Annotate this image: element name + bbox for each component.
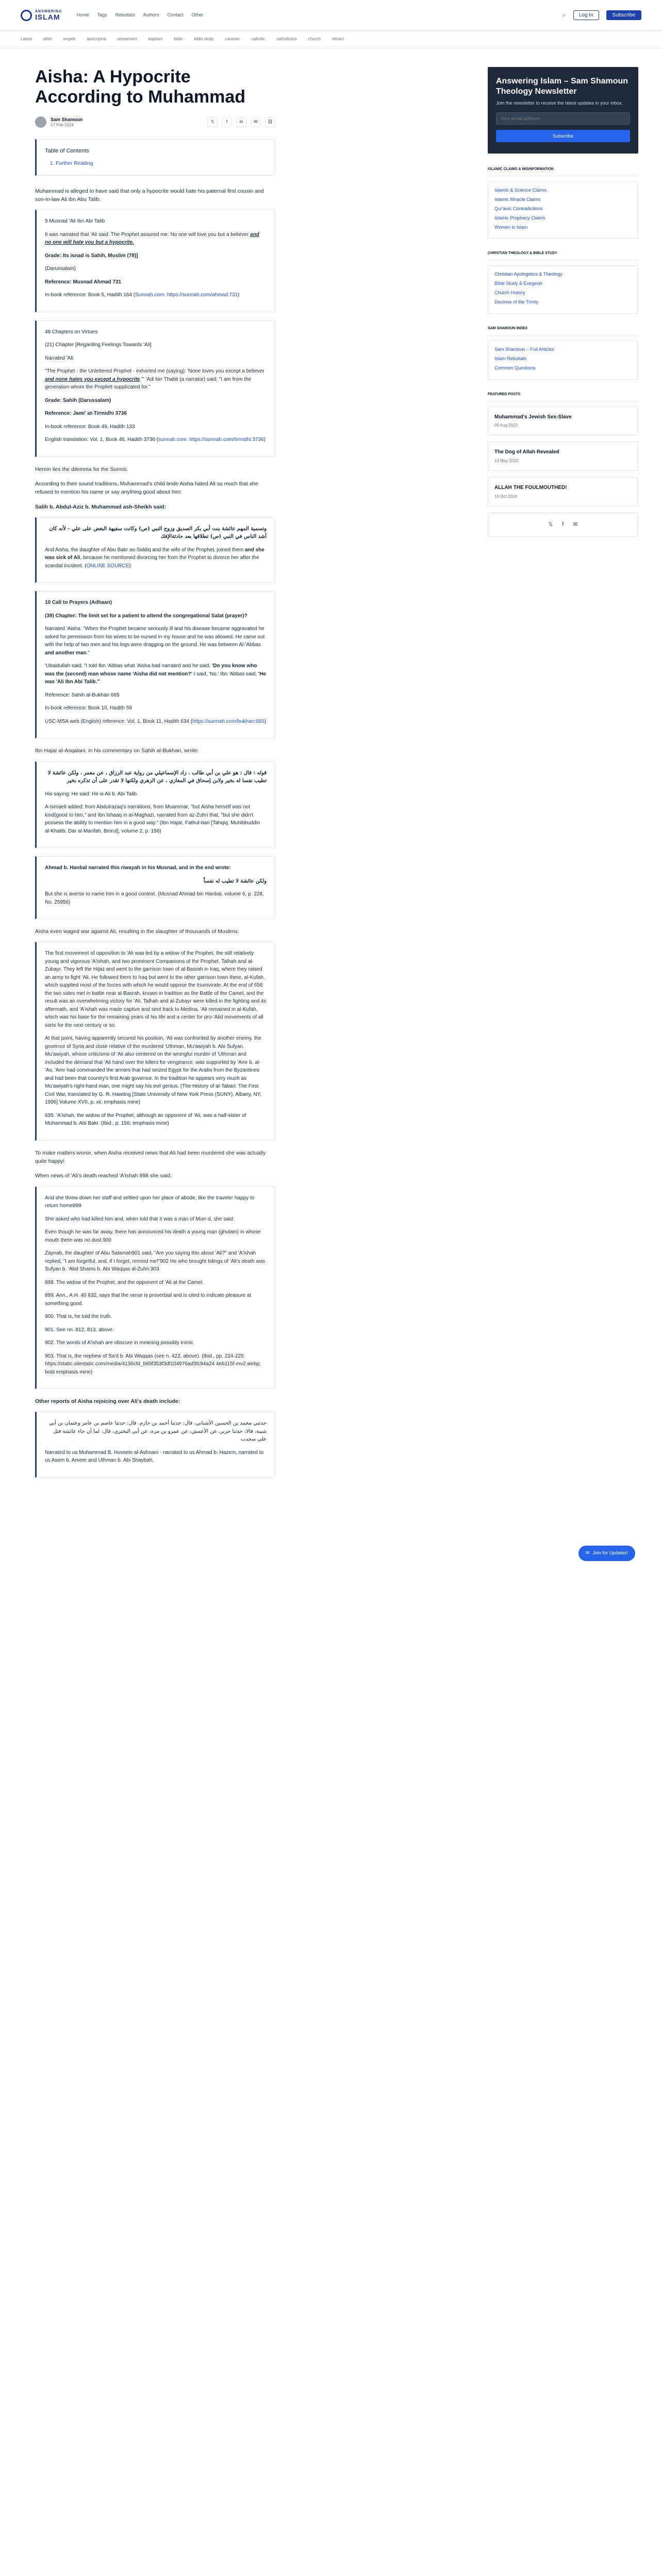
quote-text: ." [86,650,90,656]
quote-text: 'Ubaidullah said, "I told Ibn 'Abbas what 'Aisha had narrated and he said, [45,663,212,669]
quote-block [35,1412,275,1478]
sidebar-link[interactable]: Sam Shamoun – Full Articles [494,346,554,352]
quote-text: ) [264,718,266,724]
quote-line: Zaynab, the daughter of Abu Salamah901 said, "Are you saying this about 'Ali?" and 'A'ishah replied, "I am forgetful, and, if I forget, remind me!"902 He who brought tidings of 'Ali's death was Sufyan b. 'Abd Shams b. Abi Waqqas al-Zuhri.903 [45,1250,266,1273]
sidebar-link[interactable]: Doctrine of the Trinity [494,299,539,305]
quote-text: I said, 'No.' Ibn 'Abbas said, [192,671,258,677]
quote-block [35,942,275,1141]
quote-text: It was narrated that 'Ali said: The Prophet assured me: No one will love you but a believer [45,231,251,238]
paragraph: Muhammad is alleged to have said that only a hypocrite would hate his paternal first cousin and son-in-law Ali ibn Abu Talib: [35,188,264,202]
category-link[interactable]: church [308,37,321,42]
quote-line: She asked who had killed him and, when told that it was a man of Murr-d, she said: [45,1216,235,1222]
post-title[interactable]: The Dog of Allah Revealed [494,449,559,455]
logo-icon [21,10,32,21]
quote-grade: Grade: Sahih (Darussalam) [45,397,111,403]
article-title: Aisha: A Hypocrite According to Muhammad [35,67,246,107]
sidebar-link[interactable]: Qur'anic Contradictions [494,206,543,211]
site-logo[interactable] [21,10,62,21]
sidebar-link[interactable]: Bible Study & Exegesis [494,281,543,286]
quote-block [35,856,275,919]
featured-post[interactable] [488,477,638,506]
post-title[interactable]: ALLAH THE FOULMOUTHED! [494,485,567,491]
logo-top-text: ANSWERING [35,10,62,13]
nav-other[interactable]: Other [191,12,204,18]
quote-line: But she is averse to name him in a good context. (Musnad Ahmad bin Hanbal, volume 6, p. 228, No. 25956) [45,891,264,905]
source-link[interactable]: ONLINE SOURCE [86,563,129,569]
facebook-icon[interactable]: f [562,521,564,528]
nav-tags[interactable]: Tags [97,12,107,18]
section-title: ISLAMIC CLAIMS & MISINFORMATION [488,167,638,176]
author-row [35,116,275,128]
quote-emphasis: and none hates you except a hypocrite [45,376,140,382]
post-date: 13 May 2023 [494,458,519,463]
quote-line: 10 Call to Prayers (Adhaan) [45,600,112,606]
paragraph: Salih b. Abdul-Aziz b. Muhammad ash-Sheikh said: [35,503,166,510]
footnote: 901. See nn. 812, 813, above. [45,1327,114,1333]
facebook-share-icon[interactable]: f [222,117,232,127]
quote-line: 5 Musnad 'Ali Ibn Abi Talib [45,218,105,225]
quote-block [35,1187,275,1389]
quote-text: ) [129,563,131,569]
main-nav [77,12,204,19]
publish-date: 17 Feb 2024 [51,122,74,127]
quote-emphasis: and another man [45,650,87,656]
mail-icon: ✉ [586,1550,590,1555]
quote-line: In-book reference: Book 10, Hadith 59 [45,705,132,711]
quote-line: 635. 'A'ishah, the widow of the Prophet, although an opponent of 'Ali, was a half-sister of Muhammad b. Abi Bakr. (Ibid., p. 156; emphasis mine) [45,1112,246,1127]
quote-text: ) [238,292,240,298]
quote-text: " [98,679,101,685]
post-title[interactable]: Muhammad's Jewish Sex-Slave [494,414,572,420]
sidebar-link[interactable]: Islamic & Science Claims [494,187,547,193]
footnote: 899. Ann., A.H. 40 §32, says that the verse is proverbial and is cited to indicate pleasure at something good. [45,1293,252,1307]
newsletter-box [488,67,638,154]
quote-line: His saying: He said: He is Ali b. Abi Talib. [45,791,139,797]
paragraph: Herein lies the dilemma for the Sunnis. [35,466,128,472]
quote-line: Narrated 'Ali: [45,355,75,361]
nav-home[interactable]: Home [76,12,89,18]
section-title: CHRISTIAN THEOLOGY & BIBLE STUDY [488,251,638,260]
quote-grade: Grade: Its isnad is Sahih, Muslim (78)] [45,252,138,259]
x-share-icon[interactable]: 𝕏 [207,117,218,127]
sidebar-link[interactable]: Islam Rebuttals [494,355,527,361]
category-link[interactable]: apocrypha [87,37,106,42]
sidebar-link[interactable]: Church History [494,290,525,296]
category-link[interactable]: baptism [148,37,163,42]
featured-post[interactable] [488,406,638,436]
footnote: 900. That is, he told the truth. [45,1314,112,1320]
source-link[interactable]: sunnah.com: https://sunnah.com/tirmidhi:3736 [158,437,264,443]
table-of-contents [35,139,275,176]
category-link[interactable]: bible [174,37,183,42]
quote-emphasis: and she was sick of Ali [45,547,264,561]
quote-block [35,517,275,583]
source-link[interactable]: https://sunnah.com/bukhari:665 [192,718,264,724]
subscribe-button[interactable]: Subscribe [606,10,641,20]
join-updates-button[interactable] [578,1546,635,1561]
quote-line: In-book reference: Book 49, Hadith 133 [45,423,135,430]
logo-bottom-text: ISLAM [35,13,60,21]
quote-line: A-Ismaeli added: from Abdulrazaq's narrations, from Muammar, "but Aisha herself was not kind(good to him," and Ibn Ishaaq in al-Maghazi, narrated from az-Zuhri that, "but she didn't possess the ability to mention him in a good way." (Ibn Hajar, Fathul-bari [Tahqiq: Muhibbuddin al-Khatib, Dar al-Marifah, Beirut], volume 2, p. 156) [45,804,260,834]
quote-text: English translation: Vol. 1, Book 46, Hadith 3736 ( [45,437,159,443]
newsletter-subscribe-button[interactable]: Subscribe [496,130,630,142]
paragraph: When news of 'Ali's death reached 'A'ishah 898 she said: [35,1173,172,1179]
join-updates-label: Join for Updates! [592,1550,628,1555]
quote-reference: Reference: Sahih al-Bukhari 665 [45,692,120,698]
section-title: FEATURED POSTS [488,392,638,401]
toc-title: Table of Contents [45,148,89,155]
arabic-text: حدثني محمد بن الحسين الأشناني، قال: حدثنا أحمد بن حازم، قال: حدثنا عاصم بن عامر وعثمان بن أبي شيبة، قالا: حدثنا جرير، عن الأعمش، عن عمرو بن مرة، عن أبي البختري، قال: لما أن جاء عائشة قتل علي سجدت [48,1420,267,1443]
quote-block [35,210,275,312]
arabic-text: قوله : قال : هو علي بن أبي طالب . زاد الإسماعيلي من رواية عبد الرزاق ، عن معمر ، ولكن عائشة لا تطيب نفسا له بخير ولابن إسحاق في المغازي ، عن الزهري ولكنها لا تقدر على أن تذكره بخير [47,770,267,784]
sidebar-link[interactable]: Christian Apologetics & Theology [494,272,562,277]
paragraph: According to their sound traditions, Muhammad's child bride Aisha hated Ali so much that she refused to mention his name or say anything good about him: [35,481,258,496]
quote-line: (Darussalam) [45,266,76,272]
quote-text: "The Prophet - the Unlettered Prophet - exhorted me (saying): 'None loves you except a believer [45,368,264,375]
author-name[interactable]: Sam Shamoun [51,116,83,122]
sidebar-link[interactable]: Islamic Prophecy Claims [494,215,545,221]
nav-contact[interactable]: Contact [167,12,184,18]
category-link[interactable]: catholicism [276,37,297,42]
sidebar-link[interactable]: Common Questions [494,365,536,370]
footnote: 898. The widow of the Prophet, and the opponent of 'Ali at the Camel. [45,1279,204,1285]
quote-line: And she threw down her staff and settled upon her place of abode, like the traveler happy to return home899 [45,1195,255,1209]
quote-line: 49 Chapters on Virtues [45,329,98,335]
footnote: 902. The words of A'ishah are obscure in meaning possibly ironic. [45,1340,195,1346]
category-link[interactable]: Latest [21,37,32,42]
nav-rebuttals[interactable]: Rebuttals [115,12,135,18]
quote-text: Narrated 'Aisha: "When the Prophet became seriously ill and his disease became aggravated he asked for permission from his wives to be nursed in my house and he was allowed. He came out with the help of two men and his legs were dragging on the ground. He was between Al-'Abbas [45,626,265,648]
paragraph: Aisha even waged war against Ali, resulting in the slaughter of thousands of Muslims: [35,928,239,935]
newsletter-subtitle: Join the newsletter to receive the latest updates in your inbox. [496,100,623,106]
category-link[interactable]: catholic [251,37,266,42]
link-list [488,181,638,239]
sidebar-link[interactable]: Islamic Miracle Claims [494,196,541,202]
link-list [488,265,638,314]
quote-line: Ahmad b. Hanbal narrated this riwayah in his Musnad, and in the end wrote: [45,865,231,871]
avatar[interactable] [35,116,46,128]
paragraph: Other reports of Aisha rejoicing over Ali's death include: [35,1398,180,1405]
quote-text: ) [263,437,266,443]
quote-line: At that point, having apparently secured his position, 'Ali was confronted by another enemy, the governor of Syria and close relative of the murdered 'Uthman, Mu'awiyah b. Abi Sufyan. Mu'awiyah, whose criticisms of 'Ali also centered on the wrongful murder of 'Uthman and included the demand that 'Ali hand over the killers for vengeance, was supported by 'Amr b. al-'As, 'Amr had commanded the armies that had seized Egypt for the Arabs from the Byzantines and had been that country's first Arab governor. In the tradition he appears very much as Mu'awiyah's right-hand man, one might say his evil genius. (The History of al-Tabari: The First Civil War, translated by G. R. Hawting [State University of New York Press (SUNY), Albany, NY, 1996] Volume XVII, p. xii; emphasis mine) [45,1036,261,1106]
quote-text: And Aisha, the daughter of Abu Bakr as-Siddiq and the wife of the Prophet, joined them [45,547,245,553]
post-date: 19 Oct 2024 [494,494,517,499]
quote-block [35,761,275,849]
quote-emphasis: and no one will hate you but a hypocrite. [45,231,259,246]
quote-emphasis: 'He was 'Ali Ibn Abi Talib.' [45,671,267,685]
quote-reference: Reference: Jami' at-Tirmidhi 3736 [45,411,127,417]
newsletter-title: Answering Islam – Sam Shamoun Theology Newsletter [496,77,628,96]
source-link[interactable]: Sunnah.com: https://sunnah.com/ahmad:731 [135,292,238,298]
category-link[interactable]: atonement [117,37,137,42]
quote-block [35,591,275,738]
featured-post[interactable] [488,442,638,471]
section-title: SAM SHAMOUN INDEX [488,326,638,335]
quote-line: (21) Chapter [Regarding Feelings Towards 'Ali] [45,342,152,348]
category-link[interactable]: angels [63,37,76,42]
email-field[interactable] [496,112,630,125]
login-button[interactable]: Log In [573,10,599,20]
quote-line: Narrated to us Muhammad B. Hussein al-Ashnani - narrated to us Ahmad b. Hazem, narrated to us Asem b. Ameer and Uthman b. Abi Shaybah, [45,1449,264,1464]
share-buttons [207,117,275,127]
linkedin-share-icon[interactable]: in [236,117,246,127]
category-link[interactable]: bible study [194,37,214,42]
category-bar [0,31,662,48]
footnote: 903. That is, the nephew of Sa'd b. Abi Waqqas (see n. 422, above). (Ibid., pp. 224-225: https://static.sitestatic.com/media/4136cfd_b69f353f3df104976ad5fc94a24 4eb115f-mv2.webp; bold emphasis mine) [45,1353,261,1375]
toc-item[interactable]: 1. Further Reading [50,161,93,167]
arabic-text: ولكن عائشة لا تطيب له نفساً [203,878,267,884]
quote-text: , because he mentioned divorcing her from the Prophet to divorce her after the scandal incident. ( [45,555,259,569]
paragraph: Ibn Hajar al-Asqalani, in his commentary on Sahih al-Bukhari, wrote: [35,748,199,754]
follow-icons [488,513,638,537]
category-link[interactable]: caravan [225,37,240,42]
nav-authors[interactable]: Authors [143,12,159,18]
quote-line: The first movement of opposition to 'Ali was led by a widow of the Prophet, the still relatively young and vigorous 'A'ishah, and two prominent Companions of the Prophet, Talhah and al-Zubayr. They left the Hijaz and went to the garrison town of al-Basrah in Iraq, where they raised an army to fight 'Ali. He followed them to Iraq but went to the other garrison town there, al-Kufah, which supplied most of the forces with which he would oppose the triumvirate. At the end of 656 the two sides met in battle near al-Basrah, known in tradition as the Battle of the Camel, and the result was an overwhelming victory for 'Ali. Talhah and al-Zubayr were killed in the fighting and its aftermath, and 'A'ishah was made captive and sent back to Medina. 'Ali remained in al-Kufah, which was his base for the remaining years of his life and a center for pro-'Alid movements of all sorts for the next century or so. [45,951,267,1028]
quote-text: .'" 'Adi bin Thabit (a narrator) said: "I am from the generation whom the Prophet supplicated for." [45,376,252,391]
post-date: 09 Aug 2023 [494,423,518,428]
quote-text: USC-MSA web (English) reference: Vol. 1, Book 11, Hadith 634 ( [45,718,193,724]
top-bar [0,0,662,31]
category-link[interactable]: allah [43,37,52,42]
quote-block [35,320,275,457]
email-icon[interactable]: ✉ [573,521,578,528]
quote-text: In-book reference: Book 5, Hadith 164 ( [45,292,136,298]
quote-line: (39) Chapter: The limit set for a patient to attend the congregational Salat (prayer)? [45,613,247,619]
sidebar [488,67,638,1486]
quote-emphasis: 'Do you know who was the (second) man whose name 'Aisha did not mention?' [45,663,257,677]
category-link[interactable]: retract [332,37,344,42]
search-icon[interactable]: ⌕ [562,11,566,19]
arabic-text: وتسمية المهم عائشة بنت أبي بكر الصديق وزوج النبي (ص) وكانت سفيهة البغض على علي - لأنه كان أشد الناس في النبي (ص) تطلاقها بعد حادثةالإفك [49,526,267,540]
email-share-icon[interactable]: ✉ [251,117,261,127]
link-copy-icon[interactable]: ⛓ [265,117,275,127]
quote-reference: Reference: Musnad Ahmad 731 [45,279,122,285]
link-list [488,341,638,380]
sidebar-link[interactable]: Women in Islam [494,224,528,230]
paragraph: To make matters worse, when Aisha received news that Ali had been murdered she was actually quite happy! [35,1149,266,1165]
x-icon[interactable]: 𝕏 [548,521,553,528]
quote-line: Even though he was far away, there has announced his death a young man (ghulam) in whose mouth there was no dust.900 [45,1229,261,1243]
article [35,67,275,1486]
